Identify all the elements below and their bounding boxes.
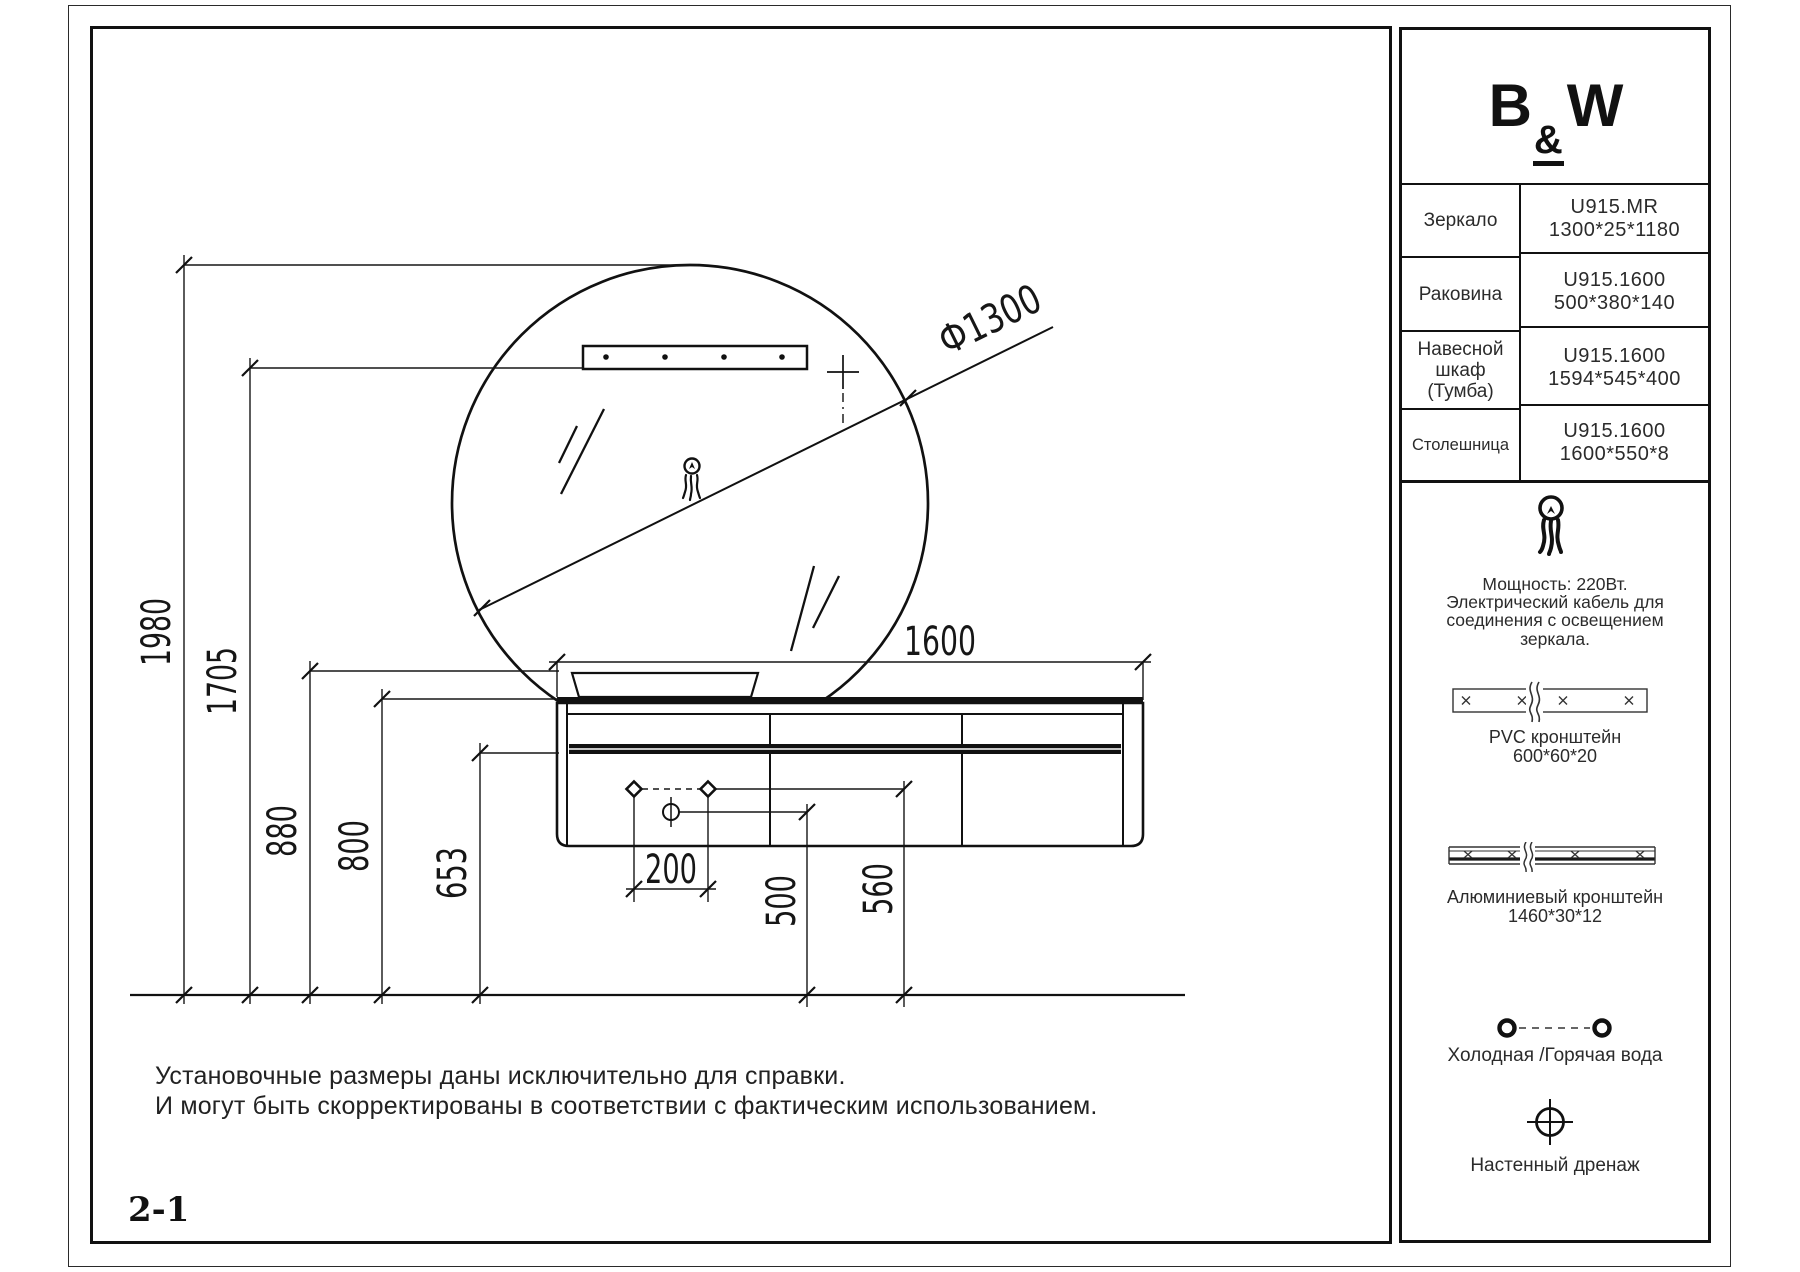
power-note-line: зеркала. [1520,628,1590,649]
spec-table [1402,183,1708,483]
dim-cabinet-width: 1600 [904,619,976,665]
alu-bracket-drawing [1446,842,1658,872]
spec-code: U915.MR [1570,195,1659,218]
power-note-line: соединения с освещением [1446,610,1664,631]
pvc-bracket-label [1402,728,1708,765]
spec-code: U915.1600 [1563,345,1666,367]
power-note-line: Электрический кабель для [1446,592,1664,613]
spec-panel [1399,27,1711,1243]
page-number: 2-1 [128,1190,190,1230]
water-label: Холодная /Горячая вода [1447,1045,1663,1066]
spec-size: 1594*545*400 [1548,368,1681,390]
footnote-line-2: И могут быть скорректированы в соответствии с фактическим использованием. [155,1092,1098,1120]
pvc-bracket-drawing [1450,680,1652,726]
logo-letter-b: B [1488,71,1530,139]
mirror-light-icon [1529,492,1573,562]
dim-mirror-diameter: Ф1300 [931,263,1075,365]
pvc-bracket-name: PVC кронштейн [1488,727,1622,747]
brand-logo [1402,30,1708,180]
dim-countertop-height: 800 [332,795,378,872]
water-connection-icon [1487,1008,1717,1048]
power-note [1402,575,1708,648]
alu-bracket-size: 1460*30*12 [1507,905,1603,926]
spec-code: U915.1600 [1563,420,1666,442]
spec-size: 1600*550*8 [1559,443,1670,465]
spec-value [1521,185,1708,254]
power-note-line: Мощность: 220Вт. [1482,574,1628,594]
dim-total-height: 1980 [134,564,180,666]
spec-value [1521,410,1708,476]
dim-water-spacing: 200 [645,847,697,893]
logo-letter-w: W [1566,71,1622,139]
logo-ampersand: & [1533,120,1564,166]
pvc-bracket-size: 600*60*20 [1512,745,1598,766]
drain-label: Настенный дренаж [1470,1155,1640,1176]
alu-bracket-name: Алюминиевый кронштейн [1446,887,1664,907]
dim-bracket-height: 1705 [200,613,246,715]
spec-label: Раковина [1402,258,1521,332]
dim-rail-height: 653 [430,822,476,899]
spec-code: U915.1600 [1563,269,1666,291]
spec-value [1521,332,1708,406]
spec-size: 1300*25*1180 [1548,218,1681,241]
spec-label: Зеркало [1402,185,1521,258]
spec-label: Навесной шкаф (Тумба) [1402,332,1521,410]
dim-drain-height: 500 [759,850,805,927]
footnote-line-1: Установочные размеры даны исключительно для справки. [155,1062,846,1090]
spec-value [1521,258,1708,328]
dim-basin-top-height: 880 [260,780,306,857]
alu-bracket-label [1402,888,1708,925]
dim-water-height: 560 [856,838,902,915]
spec-label: Столешница [1402,410,1521,480]
spec-size: 500*380*140 [1553,292,1676,314]
wall-drain-icon [1520,1092,1580,1152]
